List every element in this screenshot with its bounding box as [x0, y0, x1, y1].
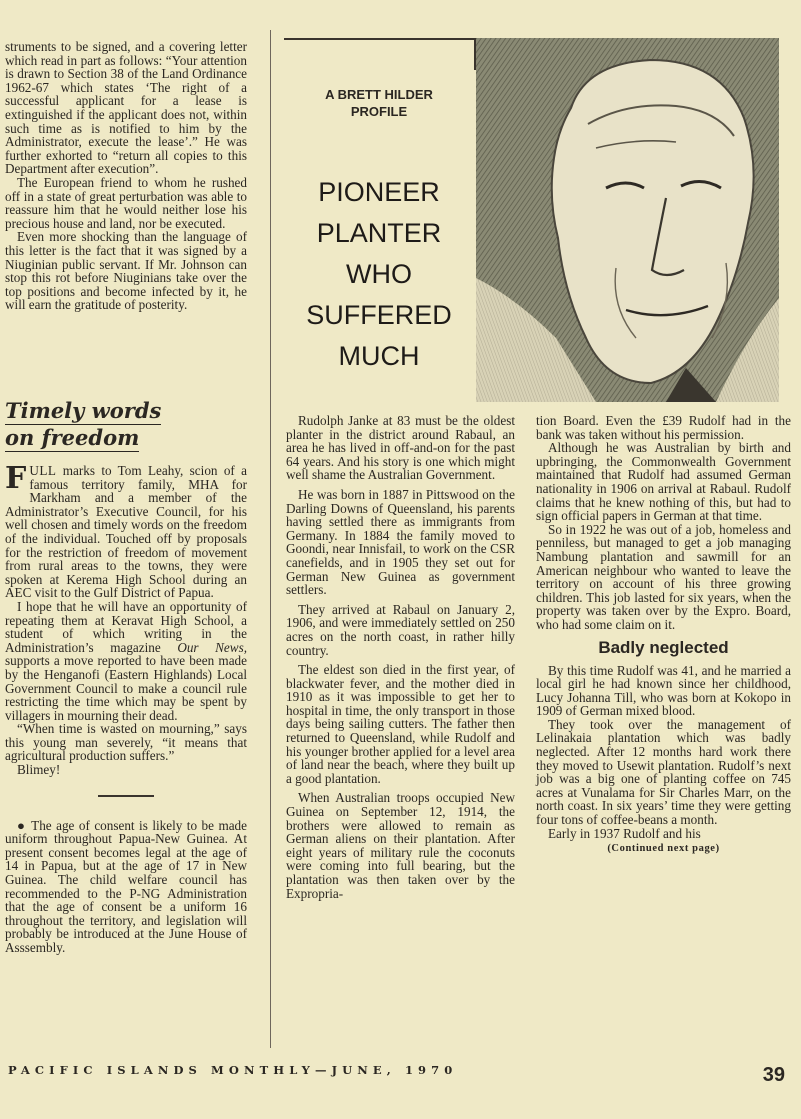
- arrival-paragraph: They arrived at Rabaul on January 2, 1906, and were immediately settled on 250 acres on the north coast, in rather hilly country.: [286, 601, 515, 658]
- masthead-footer: PACIFIC ISLANDS MONTHLY—JUNE, 1970: [8, 1063, 458, 1077]
- board-paragraph: tion Board. Even the £39 Rudolf had in the bank was taken without his permission.: [536, 413, 791, 442]
- profile-kicker: A BRETT HILDER PROFILE: [325, 87, 433, 119]
- portrait-illustration: [476, 38, 779, 402]
- bullet-icon: ●: [17, 817, 27, 833]
- intro-paragraph: Rudolph Janke at 83 must be the oldest planter in the district around Rabaul, an area he has lived in off-and-on for the past 64 years. And his story is one which might well shame the Australian Government.: [286, 413, 515, 483]
- page-number: 39: [762, 1064, 785, 1086]
- left-column: [5, 40, 247, 312]
- shocking-paragraph: Even more shocking than the language of this letter is the fact that it was signed by a Niuginian public servant. If Mr. Johnson can stop this rot before Niuginians take over the top positions and become infected by it, he will earn the gratitude of posterity.: [5, 229, 247, 313]
- friend-paragraph: The European friend to whom he rushed off in a state of great perturbation was able to reassure him that he would neither lose his precious house and land, nor be executed.: [5, 174, 247, 231]
- profile-box: [284, 38, 476, 394]
- family-paragraph: The eldest son died in the first year, of blackwater fever, and the mother died in 1910 as it was impossible to get her to hospital in time, the only transport in those days being sailing cutters. The father then returned to Queensland, while Rudolf and his younger brother applied for a level area of land near the beach, where they built up a good plantation.: [286, 662, 515, 786]
- left-column-lower: [5, 461, 248, 955]
- column-divider: [270, 30, 271, 1048]
- leahy-paragraph: FULL marks to Tom Leahy, scion of a famous territory family, MHA for Markham and a member of the Administrator’s Executive Council, for his well chosen and timely words on the freedom of the individual. Touched off by proposals for the restriction of freedom of movement from rural areas to the towns, they were spoken at Kerema High School during an AEC visit to the Gulf District of Papua.: [5, 461, 247, 601]
- middle-column: [286, 414, 515, 900]
- box-top-rule: [284, 38, 476, 40]
- letter-paragraph: struments to be signed, and a covering letter which read in part as follows: “Your attention is drawn to Section 38 of the Land Ordinance 1962-67 which states ‘The right of a successful applicant for a lease is extinguished if the applicant does not, within such time as is notified to him by the Administrator, execute the lease’.” He was further exhorted to “return all copies to this Department after execution”.: [5, 39, 247, 177]
- badly-neglected-subhead: Badly neglected: [598, 637, 729, 657]
- timely-words-heading: Timely words on freedom: [5, 398, 162, 450]
- magazine-name: Our News,: [177, 639, 248, 655]
- occupation-paragraph: When Australian troops occupied New Guinea on September 12, 1914, the brothers were allowed to remain as German aliens on their plantation. After eight years of military rule the coconuts were coming into full bearing, but the plantation was then taken over by the Expropria-: [286, 790, 515, 901]
- drop-cap: F: [5, 461, 27, 496]
- right-column: [536, 414, 791, 856]
- birth-paragraph: He was born in 1887 in Pittswood on the Darling Downs of Queensland, his parents having settled there as immigrants from Germany. In 1884 the family moved to Goondi, near Innisfail, to work on the CSR canefields, and in 1905 they set out for German New Guinea as government settlers.: [286, 486, 515, 598]
- section-divider: [98, 795, 154, 797]
- nationality-paragraph: Although he was Australian by birth and upbringing, the Commonwealth Government maintained that Rudolf had assumed German nationality in 1906 on arrival at Rabaul. Rudolf claims that he knew nothing of this, but had to sign official papers in German at that time.: [536, 440, 791, 524]
- keravat-paragraph: I hope that he will have an opportunity of repeating them at Keravat High School, a student of which writing in the Administration’s magazine Our News, supports a move reported to have been made by the Henganofi (Eastern Highlands) Local Government Council to make a council rule restricting the time which may be spent by villagers in mourning their dead.: [5, 598, 248, 723]
- marriage-paragraph: By this time Rudolf was 41, and he married a local girl he had known since her childhood, Lucy Johanna Till, who was born at Kokopo in 1909 of German mixed blood.: [536, 662, 791, 719]
- early-1937-paragraph: Early in 1937 Rudolf and his: [548, 825, 701, 841]
- mourning-quote: “When time is wasted on mourning,” says this young man severely, “it means that agricultural production suffers.”: [5, 721, 247, 764]
- consent-paragraph: ● The age of consent is likely to be made uniform throughout Papua-New Guinea. At present consent becomes legal at the age of 14 in Papua, but at the age of 17 in New Guinea. The child welfare council has recommended to the P-NG Administration that the age of consent be a uniform 16 throughout the territory, and legislation will probably be introduced at the June House of Asssembly.: [5, 817, 247, 955]
- job-paragraph: So in 1922 he was out of a job, homeless and penniless, but managed to get a job managing Nambung plantation and sawmill for an American neighbour who wanted to leave the territory on account of his three growing children. This job lasted for six years, when the property was taken over by the Expro. Board, who had some claim on it.: [536, 521, 791, 632]
- article-headline: PIONEER PLANTER WHO SUFFERED MUCH: [306, 177, 452, 371]
- plantation-paragraph: They took over the management of Lelinakaia plantation which was badly neglected. After 12 months hard work there they moved to Usewit plantation. Rudolf’s next job was a big one of planting coffee on 745 acres at Vunalama for Sir Charles Marr, on the north coast. In six years’ time they were getting four tons of coffee-beans a month.: [536, 716, 791, 828]
- blimey: Blimey!: [17, 762, 61, 778]
- continued-link[interactable]: (Continued next page): [607, 843, 720, 855]
